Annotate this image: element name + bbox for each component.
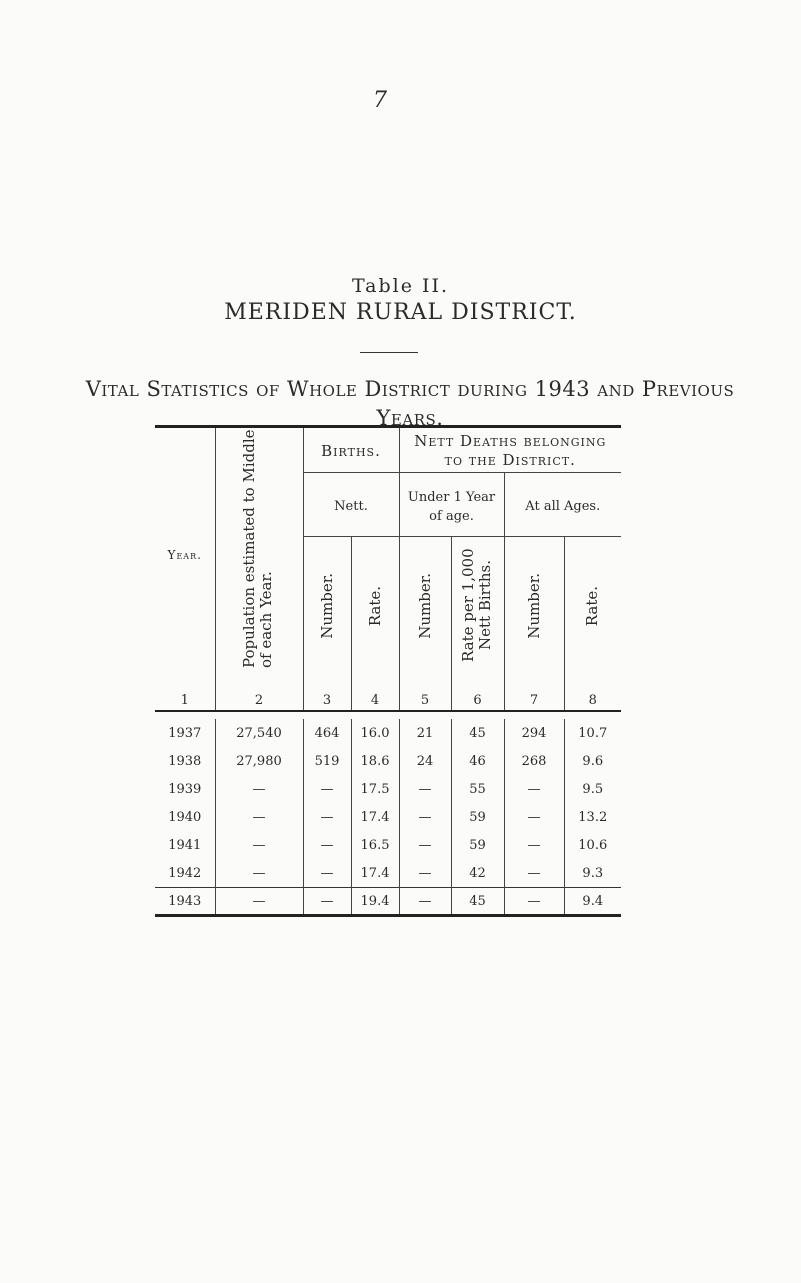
column-number: 5 <box>399 678 451 711</box>
header-births: Births. <box>303 427 399 473</box>
header-births-number: Number. <box>303 537 351 678</box>
cell-births-number: — <box>303 888 351 916</box>
header-nett: Nett. <box>303 473 399 537</box>
cell-births-rate: 16.0 <box>351 719 399 747</box>
cell-all-rate: 13.2 <box>564 803 621 831</box>
cell-under1-rate: 59 <box>451 803 504 831</box>
cell-births-rate: 18.6 <box>351 747 399 775</box>
table-row <box>155 831 621 859</box>
cell-births-rate: 17.5 <box>351 775 399 803</box>
cell-year: 1938 <box>168 753 202 769</box>
page-number: 7 <box>373 88 387 113</box>
cell-population: — <box>215 859 303 888</box>
cell-births-rate: 19.4 <box>351 888 399 916</box>
cell-population: — <box>215 888 303 916</box>
cell-all-rate: 10.6 <box>564 831 621 859</box>
cell-year: 1941 <box>168 837 202 853</box>
cell-under1-number: — <box>399 888 451 916</box>
cell-all-number: — <box>504 775 564 803</box>
table-row <box>155 888 621 916</box>
cell-all-number: — <box>504 803 564 831</box>
district-name: MERIDEN RURAL DISTRICT. <box>224 300 577 325</box>
cell-all-number: 268 <box>504 747 564 775</box>
cell-under1-number: — <box>399 775 451 803</box>
column-number: 6 <box>451 678 504 711</box>
column-number: 7 <box>504 678 564 711</box>
cell-all-rate: 9.5 <box>564 775 621 803</box>
cell-population: 27,980 <box>215 747 303 775</box>
table-row <box>155 775 621 803</box>
cell-all-number: — <box>504 831 564 859</box>
cell-under1-number: — <box>399 803 451 831</box>
column-number: 4 <box>351 678 399 711</box>
cell-all-rate: 9.4 <box>564 888 621 916</box>
table-row <box>155 747 621 775</box>
cell-population: — <box>215 775 303 803</box>
cell-under1-number: 21 <box>399 719 451 747</box>
cell-population: 27,540 <box>215 719 303 747</box>
header-all-ages: At all Ages. <box>504 473 621 537</box>
cell-under1-number: 24 <box>399 747 451 775</box>
cell-population: — <box>215 803 303 831</box>
table-title: Table II. <box>351 275 450 297</box>
cell-all-rate: 10.7 <box>564 719 621 747</box>
cell-births-number: 464 <box>303 719 351 747</box>
header-nett-deaths: Nett Deaths belonging to the District. <box>399 427 621 473</box>
divider-rule <box>360 352 418 353</box>
cell-births-rate: 16.5 <box>351 831 399 859</box>
cell-under1-rate: 45 <box>451 719 504 747</box>
header-all-number: Number. <box>504 537 564 678</box>
column-number: 1 <box>155 678 215 711</box>
cell-population: — <box>215 831 303 859</box>
cell-year: 1942 <box>168 865 202 881</box>
cell-under1-rate: 59 <box>451 831 504 859</box>
cell-under1-rate: 46 <box>451 747 504 775</box>
table-row <box>155 719 621 747</box>
cell-all-number: — <box>504 888 564 916</box>
table-row <box>155 803 621 831</box>
header-under-one: Under 1 Year of age. <box>399 473 504 537</box>
cell-under1-rate: 42 <box>451 859 504 888</box>
column-number: 3 <box>303 678 351 711</box>
cell-under1-number: — <box>399 859 451 888</box>
vital-statistics-table <box>155 425 621 917</box>
cell-year: 1939 <box>168 781 202 797</box>
header-under1-rate: Rate per 1,000 Nett Births. <box>451 537 504 678</box>
cell-births-number: 519 <box>303 747 351 775</box>
header-year: Year. <box>155 427 215 679</box>
cell-births-number: — <box>303 859 351 888</box>
cell-year: 1937 <box>168 725 202 741</box>
cell-under1-number: — <box>399 831 451 859</box>
cell-under1-rate: 45 <box>451 888 504 916</box>
cell-births-number: — <box>303 803 351 831</box>
header-all-rate: Rate. <box>564 537 621 678</box>
cell-births-rate: 17.4 <box>351 859 399 888</box>
header-births-rate: Rate. <box>351 537 399 678</box>
table-subtitle: Vital Statistics of Whole District during 1943 and Previous Years. <box>85 377 735 430</box>
cell-all-number: — <box>504 859 564 888</box>
cell-all-rate: 9.6 <box>564 747 621 775</box>
table-row <box>155 859 621 888</box>
cell-under1-rate: 55 <box>451 775 504 803</box>
cell-year: 1943 <box>155 888 215 916</box>
cell-all-rate: 9.3 <box>564 859 621 888</box>
cell-births-rate: 17.4 <box>351 803 399 831</box>
column-number: 8 <box>564 678 621 711</box>
cell-births-number: — <box>303 831 351 859</box>
cell-births-number: — <box>303 775 351 803</box>
header-population: Population estimated to Middle of each Year. <box>215 427 303 679</box>
cell-year: 1940 <box>168 809 202 825</box>
column-number: 2 <box>215 678 303 711</box>
cell-all-number: 294 <box>504 719 564 747</box>
header-under1-number: Number. <box>399 537 451 678</box>
